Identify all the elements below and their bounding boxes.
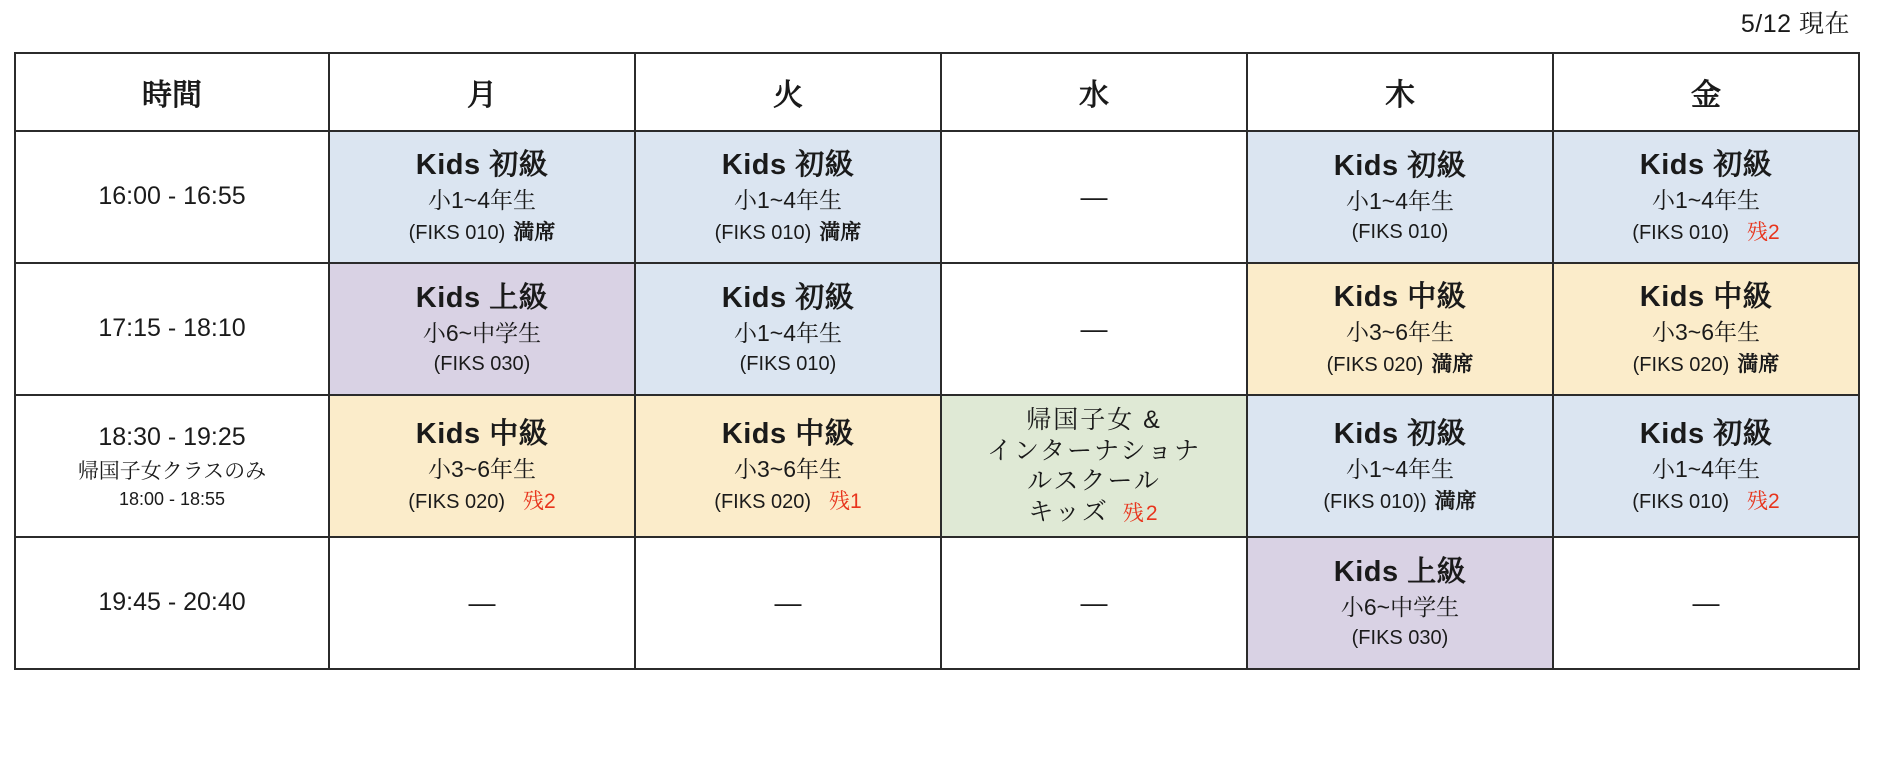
column-header-time: 時間 bbox=[15, 53, 329, 131]
column-header-monday: 月 bbox=[329, 53, 635, 131]
class-name-line: インターナショナ bbox=[986, 436, 1201, 465]
class-cell-tuesday[interactable] bbox=[635, 263, 941, 395]
table-row bbox=[15, 263, 1859, 395]
class-code: (FIKS 010) bbox=[1632, 221, 1729, 244]
class-code-row bbox=[636, 220, 940, 245]
table-body bbox=[15, 131, 1859, 669]
seats-left-badge: 残2 bbox=[523, 489, 556, 513]
seats-left-badge: 残1 bbox=[829, 489, 862, 513]
time-note: 帰国子女クラスのみ bbox=[77, 460, 267, 484]
table-row bbox=[15, 131, 1859, 263]
empty-slot-friday bbox=[1553, 537, 1859, 669]
class-code: (FIKS 010) bbox=[408, 221, 506, 244]
empty-slot-wednesday bbox=[941, 263, 1247, 395]
class-code: (FIKS 030) bbox=[433, 353, 531, 376]
class-name: Kids 中級 bbox=[721, 417, 855, 450]
as-of-date: 5/12 現在 bbox=[1740, 10, 1850, 38]
class-cell-tuesday[interactable] bbox=[635, 395, 941, 537]
time-range: 19:45 - 20:40 bbox=[98, 588, 246, 617]
class-cell-friday[interactable] bbox=[1553, 131, 1859, 263]
class-cell-monday[interactable] bbox=[329, 395, 635, 537]
class-grade-range: 小1~4年生 bbox=[427, 187, 536, 214]
class-name: Kids 初級 bbox=[1333, 149, 1467, 182]
class-code-row bbox=[1554, 352, 1858, 377]
class-name: Kids 初級 bbox=[721, 281, 855, 314]
full-badge: 満席 bbox=[1434, 489, 1477, 513]
empty-slot-tuesday bbox=[635, 537, 941, 669]
class-grade-range: 小6~中学生 bbox=[1340, 593, 1460, 620]
empty-slot-wednesday bbox=[941, 131, 1247, 263]
class-name-line: キッズ 残2 bbox=[1028, 497, 1160, 526]
class-name: Kids 初級 bbox=[1639, 148, 1773, 181]
seats-left-badge: 残2 bbox=[1122, 501, 1160, 525]
table-row bbox=[15, 537, 1859, 669]
empty-slot-wednesday bbox=[941, 537, 1247, 669]
class-cell-thursday[interactable] bbox=[1247, 395, 1553, 537]
time-slot-label bbox=[15, 131, 329, 263]
class-code: (FIKS 010) bbox=[1351, 221, 1449, 244]
time-range: 16:00 - 16:55 bbox=[98, 182, 246, 211]
class-code-row bbox=[1248, 489, 1552, 514]
class-name: Kids 初級 bbox=[1333, 417, 1467, 450]
class-cell-monday[interactable] bbox=[329, 263, 635, 395]
class-grade-range: 小6~中学生 bbox=[422, 319, 542, 346]
column-header-friday: 金 bbox=[1553, 53, 1859, 131]
class-name: Kids 初級 bbox=[415, 148, 549, 181]
no-class-dash: — bbox=[1080, 313, 1108, 344]
class-grade-range: 小1~4年生 bbox=[733, 319, 842, 346]
class-code-row bbox=[636, 352, 940, 376]
class-grade-range: 小1~4年生 bbox=[1651, 187, 1760, 214]
column-header-tuesday: 火 bbox=[635, 53, 941, 131]
time-range: 17:15 - 18:10 bbox=[98, 314, 246, 343]
time-slot-label bbox=[15, 395, 329, 537]
no-class-dash: — bbox=[774, 587, 802, 618]
class-name: Kids 初級 bbox=[1639, 417, 1773, 450]
class-code-row bbox=[1554, 220, 1858, 245]
class-code-row bbox=[1554, 489, 1858, 514]
class-cell-thursday[interactable] bbox=[1247, 131, 1553, 263]
class-code-row bbox=[636, 489, 940, 514]
class-code: (FIKS 030) bbox=[1351, 627, 1449, 650]
class-cell-thursday[interactable] bbox=[1247, 263, 1553, 395]
class-code: (FIKS 010) bbox=[739, 353, 837, 376]
class-code: (FIKS 010)) bbox=[1323, 490, 1427, 513]
class-name-line: ルスクール bbox=[1027, 467, 1161, 495]
class-name bbox=[942, 405, 1246, 527]
class-cell-monday[interactable] bbox=[329, 131, 635, 263]
table-header-row bbox=[15, 53, 1859, 131]
class-name: Kids 上級 bbox=[415, 281, 549, 314]
no-class-dash: — bbox=[1080, 587, 1108, 618]
class-name-line: 帰国子女 & bbox=[1026, 406, 1162, 434]
class-grade-range: 小1~4年生 bbox=[1345, 187, 1454, 214]
no-class-dash: — bbox=[468, 587, 496, 618]
full-badge: 満席 bbox=[513, 220, 556, 244]
class-cell-thursday[interactable] bbox=[1247, 537, 1553, 669]
class-code-row bbox=[330, 352, 634, 376]
full-badge: 満席 bbox=[1737, 352, 1780, 376]
class-code: (FIKS 010) bbox=[1632, 490, 1729, 513]
class-cell-friday[interactable] bbox=[1553, 395, 1859, 537]
time-slot-label bbox=[15, 263, 329, 395]
time-note-range: 18:00 - 18:55 bbox=[118, 488, 226, 509]
class-schedule-table bbox=[14, 52, 1860, 670]
class-code-row bbox=[1248, 220, 1552, 244]
empty-slot-monday bbox=[329, 537, 635, 669]
class-code: (FIKS 020) bbox=[714, 490, 811, 513]
time-range: 18:30 - 19:25 bbox=[98, 423, 246, 451]
class-code: (FIKS 020) bbox=[1632, 353, 1730, 376]
class-grade-range: 小1~4年生 bbox=[733, 187, 842, 214]
class-code-row bbox=[1248, 626, 1552, 650]
class-grade-range: 小1~4年生 bbox=[1651, 456, 1760, 483]
seats-left-badge: 残2 bbox=[1747, 220, 1780, 244]
class-name: Kids 中級 bbox=[415, 417, 549, 450]
class-code-row bbox=[1248, 352, 1552, 377]
class-cell-tuesday[interactable] bbox=[635, 131, 941, 263]
class-name: Kids 中級 bbox=[1333, 280, 1467, 313]
full-badge: 満席 bbox=[819, 220, 862, 244]
class-code: (FIKS 020) bbox=[1326, 353, 1424, 376]
class-grade-range: 小3~6年生 bbox=[1345, 319, 1454, 346]
full-badge: 満席 bbox=[1431, 352, 1474, 376]
time-slot-label bbox=[15, 537, 329, 669]
class-code-row bbox=[330, 489, 634, 514]
class-grade-range: 小1~4年生 bbox=[1345, 456, 1454, 483]
seats-left-badge: 残2 bbox=[1747, 489, 1780, 513]
class-grade-range: 小3~6年生 bbox=[733, 456, 842, 483]
class-grade-range: 小3~6年生 bbox=[427, 456, 536, 483]
class-cell-friday[interactable] bbox=[1553, 263, 1859, 395]
class-code-row bbox=[330, 220, 634, 245]
class-cell-wednesday[interactable] bbox=[941, 395, 1247, 537]
class-name: Kids 初級 bbox=[721, 148, 855, 181]
no-class-dash: — bbox=[1080, 181, 1108, 212]
table-row bbox=[15, 395, 1859, 537]
class-code: (FIKS 020) bbox=[408, 490, 505, 513]
no-class-dash: — bbox=[1692, 587, 1720, 618]
class-grade-range: 小3~6年生 bbox=[1651, 319, 1760, 346]
class-name: Kids 上級 bbox=[1333, 555, 1467, 588]
column-header-wednesday: 水 bbox=[941, 53, 1247, 131]
class-name: Kids 中級 bbox=[1639, 280, 1773, 313]
column-header-thursday: 木 bbox=[1247, 53, 1553, 131]
class-code: (FIKS 010) bbox=[714, 221, 812, 244]
